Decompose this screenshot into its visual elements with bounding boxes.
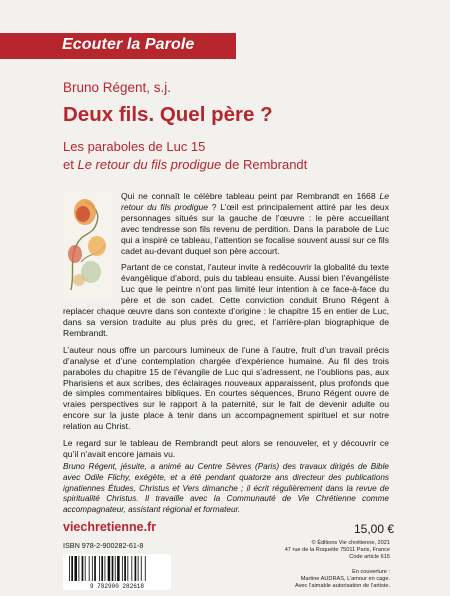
isbn: ISBN 978-2-900282-61-8 bbox=[63, 541, 144, 550]
legal-notice bbox=[260, 540, 390, 561]
barcode-bar bbox=[69, 556, 70, 581]
barcode-bar bbox=[145, 556, 146, 581]
barcode-bar bbox=[135, 556, 137, 581]
legal-line-2: 47 rue de la Roquette 75011 Paris, France bbox=[284, 547, 390, 553]
barcode-bar bbox=[78, 556, 79, 581]
back-cover-text bbox=[63, 191, 389, 466]
barcode-number: 9 782900 282618 bbox=[89, 583, 145, 590]
barcode-bar bbox=[94, 556, 96, 581]
cover-credit-line-2: Martine AUDRAS, L’amour en cage. bbox=[300, 576, 390, 582]
cover-credit-line-1: En couverture : bbox=[352, 569, 390, 575]
barcode-bar bbox=[117, 556, 120, 581]
book-title: Deux fils. Quel père ? bbox=[63, 103, 273, 126]
subtitle-line-2 bbox=[63, 156, 403, 174]
barcode-bar bbox=[71, 556, 73, 581]
painting-spacer bbox=[63, 191, 121, 299]
barcode-bar bbox=[141, 556, 142, 581]
barcode-bar bbox=[92, 556, 93, 581]
series-label: Ecouter la Parole bbox=[62, 36, 195, 53]
subtitle-italic-title: Le retour du fils prodigue bbox=[77, 157, 222, 172]
paragraph-2: Partant de ce constat, l’auteur invite à redécouvrir la globalité du texte évangélique d’abord, puis du tableau ensuite. Aussi bien l’évangéliste Luc que le peintre n’ont pas limité leur intention à ce face-à-face du père et de son cadet. Cette conviction conduit Bruno Régent à replacer chaque œuvre dans son contexte d’origine : le chapitre 15 en entier de Luc, dans sa version traduite au plus près du grec, et l’arrière-plan biographique de Rembrandt. bbox=[63, 262, 389, 338]
paragraph-1-intro: Qui ne connaît le célèbre tableau peint par Rembrandt en 1668 bbox=[121, 191, 380, 201]
isbn-barcode bbox=[63, 554, 171, 590]
cover-credit bbox=[230, 569, 390, 590]
barcode-bar bbox=[99, 556, 100, 581]
barcode-bar bbox=[124, 556, 126, 581]
book-subtitle bbox=[63, 138, 403, 174]
barcode-bar bbox=[108, 556, 111, 581]
barcode-bar bbox=[131, 556, 132, 581]
barcode-bar bbox=[138, 556, 139, 581]
paragraph-1-rest: ? L’œil est principalement attiré par les deux personnages situés sur la gauche de l’œuvre : le père accueillant avec tendresse son fils revenu de perdition. Dans la parabole de Luc qui a inspiré ce tableau, l’attention se focalise souvent aussi sur ce fils cadet au-devant duquel son père accourt. bbox=[121, 201, 390, 256]
paragraph-4: Le regard sur le tableau de Rembrandt peut alors se renouveler, et y découvrir ce qu’il n’avait encore jamais vu. bbox=[63, 438, 389, 459]
publisher-website: viechretienne.fr bbox=[63, 520, 157, 534]
barcode-bar bbox=[82, 556, 84, 581]
subtitle-suffix: de Rembrandt bbox=[221, 157, 308, 172]
barcode-bar bbox=[122, 556, 123, 581]
barcode-bar bbox=[101, 556, 103, 581]
author-name: Bruno Régent, s.j. bbox=[63, 80, 172, 95]
barcode-bar bbox=[112, 556, 114, 581]
series-banner bbox=[0, 33, 236, 59]
barcode-bar bbox=[105, 556, 106, 581]
paragraph-3: L’auteur nous offre un parcours lumineux de l’une à l’autre, fruit d’un travail précis d’analyse et d’une contemplation chargée d’expérience humaine. Au fil des trois paraboles du chapitre 15 de l’évangile de Luc qui s’adressent, ne l’oublions pas, aux Pharisiens et aux scribes, des éclairages nouveaux apparaissent, plus profonds que de simples commentaires bibliques. En courtes séquences, Bruno Régent ouvre de vraies perspectives sur le rapport à la paternité, sur le fait de devenir adulte ou encore sur la juste place à tenir dans un accompagnement spirituel et sur notre relation au Christ. bbox=[63, 344, 389, 432]
subtitle-prefix: et bbox=[63, 157, 78, 172]
barcode-bar bbox=[85, 556, 86, 581]
legal-line-1: © Éditions Vie chrétienne, 2021 bbox=[311, 540, 390, 546]
cover-credit-line-3: Avec l’aimable autorisation de l’artiste. bbox=[294, 583, 390, 589]
barcode-bar bbox=[74, 556, 77, 581]
author-bio: Bruno Régent, jésuite, a animé au Centre Sèvres (Paris) des travaux dirigés de Bible avec Odile Flichy, exégète, et a été pendant quatorze ans directeur des publications ignatiennes Études, Christus et Vers dimanche ; il écrit régulièrement dans la revue de spiritualité Christus. Il travaille avec la Communauté de Vie Chrétienne comme accompagnateur, assistant régional et formateur. bbox=[63, 462, 389, 515]
paragraph-1-italic: Le retour du fils prodigue bbox=[121, 191, 389, 212]
barcode-bar bbox=[89, 556, 90, 581]
barcode-bar bbox=[127, 556, 128, 581]
price: 15,00 € bbox=[354, 522, 395, 536]
barcode-bar bbox=[115, 556, 116, 581]
legal-line-3: Code article 615 bbox=[349, 554, 390, 560]
subtitle-line-1: Les paraboles de Luc 15 bbox=[63, 139, 206, 154]
